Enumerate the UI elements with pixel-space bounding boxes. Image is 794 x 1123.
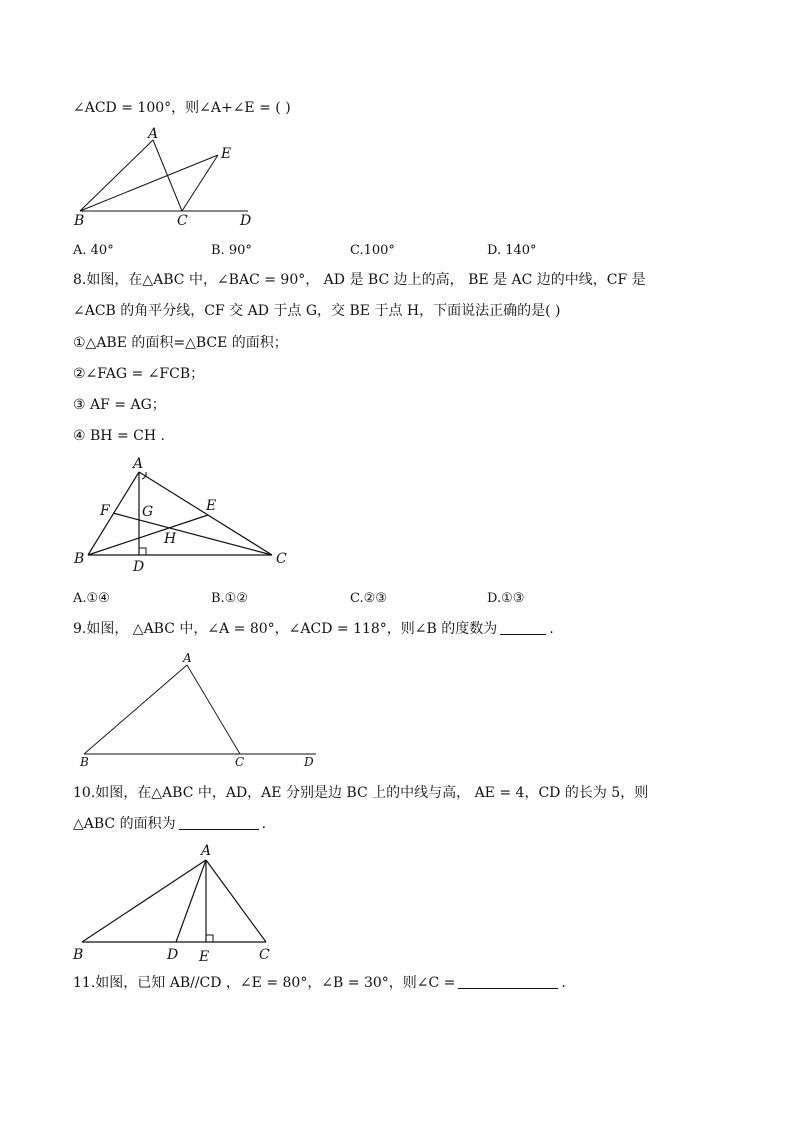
q10-stem-text: △ABC 的面积为 xyxy=(73,816,176,832)
q7-label-d: D xyxy=(240,213,252,229)
q8-option-a[interactable]: A.①④ xyxy=(73,591,110,606)
q7-figure xyxy=(70,124,270,234)
q8-label-g: G xyxy=(142,504,154,520)
q7-label-b: B xyxy=(74,213,85,229)
q11-stem-text: 11.如图，已知 AB//CD ，∠E = 80°，∠B = 30°，则∠C = xyxy=(73,975,456,991)
q8-statement-4: ④ BH = CH . xyxy=(73,428,165,444)
q7-label-e: E xyxy=(221,146,232,162)
q9-label-d: D xyxy=(304,755,314,769)
q8-label-a: A xyxy=(133,456,144,472)
q8-statement-1: ①△ABE 的面积=△BCE 的面积； xyxy=(73,335,288,351)
q7-stem-tail: ∠ACD = 100°，则∠A+∠E = ( ) xyxy=(73,100,291,116)
q10-label-b: B xyxy=(73,947,84,963)
q9-stem-text: 9.如图， △ABC 中，∠A = 80°，∠ACD = 118°，则∠B 的度数为 xyxy=(73,621,498,637)
q9-label-b: B xyxy=(80,755,89,769)
q7-label-c: C xyxy=(177,213,188,229)
q7-option-b[interactable]: B. 90° xyxy=(211,243,252,258)
q11-answer-blank[interactable] xyxy=(458,974,558,989)
q8-stem-line2: ∠ACB 的角平分线，CF 交 AD 于点 G，交 BE 于点 H，下面说法正确的是( ) xyxy=(73,303,561,319)
q9-label-c: C xyxy=(235,755,245,769)
q8-label-b: B xyxy=(74,551,85,567)
q11-stem-end: . xyxy=(561,975,566,991)
q8-label-h: H xyxy=(164,531,177,547)
q10-stem-line1: 10.如图，在△ABC 中，AD，AE 分别是边 BC 上的中线与高， AE = 4，CD 的长为 5，则 xyxy=(73,785,649,801)
q8-label-e: E xyxy=(206,498,217,514)
q8-label-f: F xyxy=(100,503,110,519)
q10-answer-blank[interactable] xyxy=(179,815,259,830)
q10-label-a: A xyxy=(201,843,212,859)
q7-option-a[interactable]: A. 40° xyxy=(73,243,114,258)
q9-label-a: A xyxy=(183,651,192,665)
q10-figure xyxy=(70,840,290,970)
q8-label-d: D xyxy=(133,559,145,575)
q9-stem-end: . xyxy=(549,621,554,637)
q9-stem xyxy=(73,620,554,638)
q7-options xyxy=(73,242,713,260)
q8-options xyxy=(73,590,713,608)
q8-statement-2: ②∠FAG = ∠FCB； xyxy=(73,366,205,382)
q8-option-c[interactable]: C.②③ xyxy=(350,591,387,606)
q7-option-d[interactable]: D. 140° xyxy=(487,243,537,258)
q8-figure xyxy=(70,452,300,577)
q7-option-c[interactable]: C.100° xyxy=(350,243,395,258)
q10-stem-end: . xyxy=(261,816,267,832)
q10-label-c: C xyxy=(259,947,270,963)
q8-statement-3: ③ AF = AG； xyxy=(73,397,166,413)
q10-stem-line2 xyxy=(73,815,266,833)
q8-label-c: C xyxy=(276,551,287,567)
q10-label-e: E xyxy=(199,949,210,965)
q11-stem xyxy=(73,974,566,992)
q7-label-a: A xyxy=(148,126,159,142)
q8-option-d[interactable]: D.①③ xyxy=(487,591,525,606)
q9-answer-blank[interactable] xyxy=(500,620,546,635)
q10-label-d: D xyxy=(167,947,179,963)
q9-figure xyxy=(70,648,330,768)
q8-stem-line1: 8.如图，在△ABC 中，∠BAC = 90°， AD 是 BC 边上的高， BE 是 AC 边的中线，CF 是 xyxy=(73,272,646,288)
q8-option-b[interactable]: B.①② xyxy=(211,591,248,606)
